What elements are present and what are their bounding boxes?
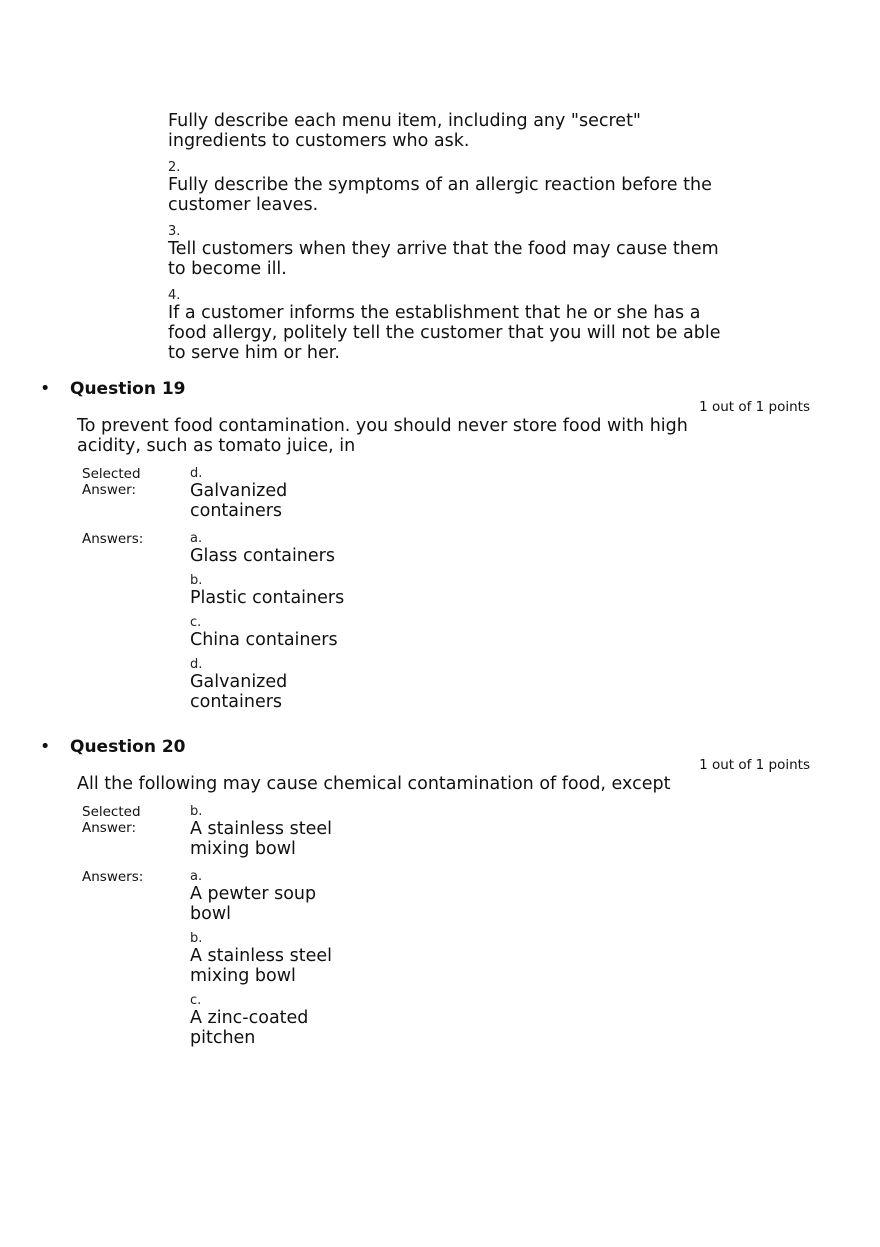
question-header [40,737,830,773]
question-header [40,379,830,415]
answer-option [190,993,370,1048]
answer-option-text: Galvanized containers [190,672,288,712]
question-19 [40,379,830,719]
question-text: To prevent food contamination. you should never store food with high acidity, such as tomato juice, in [77,416,688,456]
answer-option-text: Galvanized containers [190,481,288,521]
answer-option [190,931,370,986]
answer-option-text: Glass containers [190,546,335,566]
answers-row [82,869,830,1048]
question-20 [40,737,830,1055]
answer-option-letter: a. [190,531,203,546]
answer-option [190,657,370,712]
selected-answer-row [82,466,830,521]
answer-option [168,288,728,363]
answer-option-letter: 3. [168,224,181,239]
answer-option-text: A stainless steel mixing bowl [190,819,332,859]
question-text: All the following may cause chemical contamination of food, except [77,774,671,794]
answer-option [168,111,728,151]
selected-answer [190,466,370,521]
selected-answer-label: Selected Answer: [82,466,141,498]
answers-label: Answers: [82,531,144,547]
answer-option-letter: c. [190,615,202,630]
answer-option [190,573,370,608]
answer-option-text: A pewter soup bowl [190,884,317,924]
answer-option [190,531,370,566]
points-score: 1 out of 1 points [699,399,810,415]
answers-label: Answers: [82,869,144,885]
answer-option-letter: d. [190,466,203,481]
question-title: Question 19 [70,379,186,399]
answer-option-text: If a customer informs the establishment that he or she has a food allergy, politely tell the customer that you will not be able to serve him or her. [168,303,721,363]
answer-option-text: A stainless steel mixing bowl [190,946,332,986]
answer-option-text: A zinc-coated pitchen [190,1008,309,1048]
answer-option-text: Fully describe each menu item, including any "secret" ingredients to customers who ask. [168,111,641,151]
bullet-icon: • [40,379,51,399]
answer-option-letter: a. [190,869,203,884]
answer-option-letter: c. [190,993,202,1008]
answer-option-letter: b. [190,931,203,946]
previous-question-answers [168,111,728,372]
answer-option-text: Tell customers when they arrive that the food may cause them to become ill. [168,239,719,279]
bullet-icon: • [40,737,51,757]
selected-answer-label: Selected Answer: [82,804,141,836]
answer-option-letter: b. [190,573,203,588]
answer-option [190,869,370,924]
answer-option [190,615,370,650]
answer-option [168,224,728,279]
selected-answer-row [82,804,830,859]
answer-option [168,160,728,215]
answer-option-text: Fully describe the symptoms of an allergic reaction before the customer leaves. [168,175,712,215]
answer-option-text: China containers [190,630,338,650]
question-title: Question 20 [70,737,186,757]
answer-option-letter: 4. [168,288,181,303]
answer-option-text: Plastic containers [190,588,345,608]
answer-option-letter: d. [190,657,203,672]
answer-option-letter: 2. [168,160,181,175]
points-score: 1 out of 1 points [699,757,810,773]
answer-option-letter: b. [190,804,203,819]
selected-answer [190,804,370,859]
answers-row [82,531,830,712]
